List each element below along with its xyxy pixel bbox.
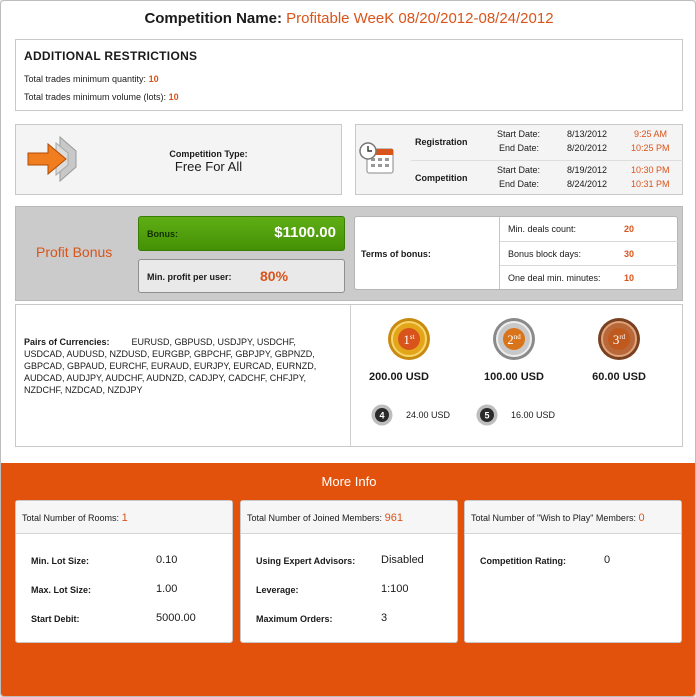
registration-label: Registration	[415, 137, 468, 147]
leverage-label: Leverage:	[256, 585, 299, 595]
second-place-medal-icon	[492, 317, 536, 363]
competition-start-label: Start Date:	[497, 165, 541, 175]
competition-dates-box	[355, 124, 683, 195]
members-card	[240, 500, 458, 643]
max-lot-label: Max. Lot Size:	[31, 585, 92, 595]
terms-label: Terms of bonus:	[361, 249, 431, 259]
wish-label: Total Number of "Wish to Play" Members:	[471, 513, 636, 523]
wish-card	[464, 500, 682, 643]
min-lot-label: Min. Lot Size:	[31, 556, 89, 566]
start-debit-value: 5000.00	[156, 612, 196, 624]
restrictions-title: ADDITIONAL RESTRICTIONS	[24, 49, 198, 63]
additional-restrictions	[15, 39, 683, 111]
first-prize-amount: 200.00 USD	[369, 371, 429, 383]
rooms-label: Total Number of Rooms:	[22, 513, 120, 523]
bonus-amount-box	[138, 216, 345, 251]
competition-label: Competition	[415, 173, 468, 183]
leverage-value: 1:100	[381, 583, 409, 595]
second-prize-amount: 100.00 USD	[484, 371, 544, 383]
svg-text:4: 4	[379, 410, 385, 421]
registration-end-label: End Date:	[499, 143, 540, 153]
calendar-clock-icon	[359, 141, 395, 175]
third-prize-amount: 60.00 USD	[592, 371, 646, 383]
registration-row	[411, 125, 683, 159]
min-profit-box	[138, 259, 345, 293]
joined-value: 961	[384, 512, 403, 524]
competition-end-time: 10:31 PM	[631, 179, 670, 189]
page-title	[1, 10, 696, 27]
competition-type-label: Competition Type:	[169, 149, 248, 159]
fifth-prize-amount: 16.00 USD	[511, 410, 556, 420]
third-place-medal-icon	[597, 317, 641, 363]
dates-table	[411, 125, 683, 194]
registration-end-date: 8/20/2012	[567, 143, 608, 153]
min-profit-value: 80%	[260, 268, 289, 284]
min-lot-value: 0.10	[156, 554, 178, 566]
fourth-place-medal-icon	[371, 404, 393, 426]
registration-start-time: 9:25 AM	[634, 129, 668, 139]
min-quantity-line	[24, 74, 159, 84]
term-label: Min. deals count:	[508, 224, 577, 234]
term-row	[500, 265, 678, 289]
competition-end-date: 8/24/2012	[567, 179, 608, 189]
min-profit-label: Min. profit per user:	[147, 272, 232, 282]
entry-arrow-icon	[26, 135, 84, 183]
registration-end-time: 10:25 PM	[631, 143, 670, 153]
pairs-label: Pairs of Currencies:	[24, 337, 110, 347]
bonus-value: $1100.00	[274, 224, 336, 241]
min-quantity-label: Total trades minimum quantity:	[24, 74, 147, 84]
fourth-prize-amount: 24.00 USD	[406, 410, 451, 420]
min-volume-label: Total trades minimum volume (lots):	[24, 92, 167, 102]
competition-start-time: 10:30 PM	[631, 165, 670, 175]
term-row	[500, 241, 678, 265]
term-value: 20	[624, 224, 635, 234]
min-quantity-value: 10	[148, 74, 159, 84]
rooms-value: 1	[121, 512, 128, 524]
competition-start-date: 8/19/2012	[567, 165, 608, 175]
more-info-title: More Info	[321, 474, 377, 489]
min-volume-value: 10	[168, 92, 179, 102]
competition-name-value: Profitable WeeK 08/20/2012-08/24/2012	[286, 10, 554, 27]
svg-text:3rd: 3rd	[612, 332, 626, 347]
svg-text:1st: 1st	[403, 332, 415, 347]
pairs-line: GBPCAD, GBPAUD, EURCHF, EURAUD, EURJPY, EURCAD, EURNZD,	[24, 361, 317, 371]
members-header	[241, 501, 457, 534]
wish-header	[465, 501, 681, 534]
term-label: Bonus block days:	[508, 249, 582, 259]
competition-end-label: End Date:	[499, 179, 540, 189]
svg-text:2nd: 2nd	[507, 332, 521, 347]
start-debit-label: Start Debit:	[31, 614, 80, 624]
first-place-medal-icon	[387, 317, 431, 363]
term-value: 30	[624, 249, 635, 259]
svg-text:5: 5	[484, 410, 490, 421]
min-volume-line	[24, 92, 179, 102]
max-orders-value: 3	[381, 612, 388, 624]
pairs-line: NZDCHF, NZDCAD, NZDJPY	[24, 385, 143, 395]
expert-advisors-value: Disabled	[381, 554, 424, 566]
term-value: 10	[624, 273, 635, 283]
term-row	[500, 217, 678, 241]
competition-rating-value: 0	[604, 554, 611, 566]
competition-type-value: Free For All	[174, 159, 243, 174]
competition-name-label: Competition Name:	[144, 10, 282, 27]
terms-of-bonus	[354, 216, 678, 290]
currency-pairs	[24, 336, 344, 396]
expert-advisors-label: Using Expert Advisors:	[256, 556, 356, 566]
max-lot-value: 1.00	[156, 583, 178, 595]
terms-list	[499, 217, 677, 289]
term-label: One deal min. minutes:	[508, 273, 601, 283]
competition-type-box	[15, 124, 342, 195]
profit-bonus-title: Profit Bonus	[36, 244, 113, 260]
rooms-header	[16, 501, 232, 534]
profit-bonus-box	[15, 206, 683, 301]
competition-row	[411, 160, 683, 194]
pairs-line: AUDCAD, AUDJPY, AUDCHF, AUDNZD, CADJPY, CADCHF, CHFJPY,	[24, 373, 307, 383]
max-orders-label: Maximum Orders:	[256, 614, 333, 624]
more-info-section	[1, 463, 696, 697]
joined-label: Total Number of Joined Members:	[247, 513, 383, 523]
pairs-and-prizes-box	[15, 304, 683, 447]
registration-start-label: Start Date:	[497, 129, 541, 139]
rooms-card	[15, 500, 233, 643]
pairs-line: EURUSD, GBPUSD, USDJPY, USDCHF,	[131, 337, 296, 347]
wish-value: 0	[638, 512, 645, 524]
bonus-label: Bonus:	[147, 229, 178, 239]
competition-rating-label: Competition Rating:	[480, 556, 566, 566]
pairs-line: USDCAD, AUDUSD, NZDUSD, EURGBP, GBPCHF, GBPJPY, GBPNZD,	[24, 349, 315, 359]
divider	[350, 305, 351, 446]
fifth-place-medal-icon	[476, 404, 498, 426]
registration-start-date: 8/13/2012	[567, 129, 608, 139]
